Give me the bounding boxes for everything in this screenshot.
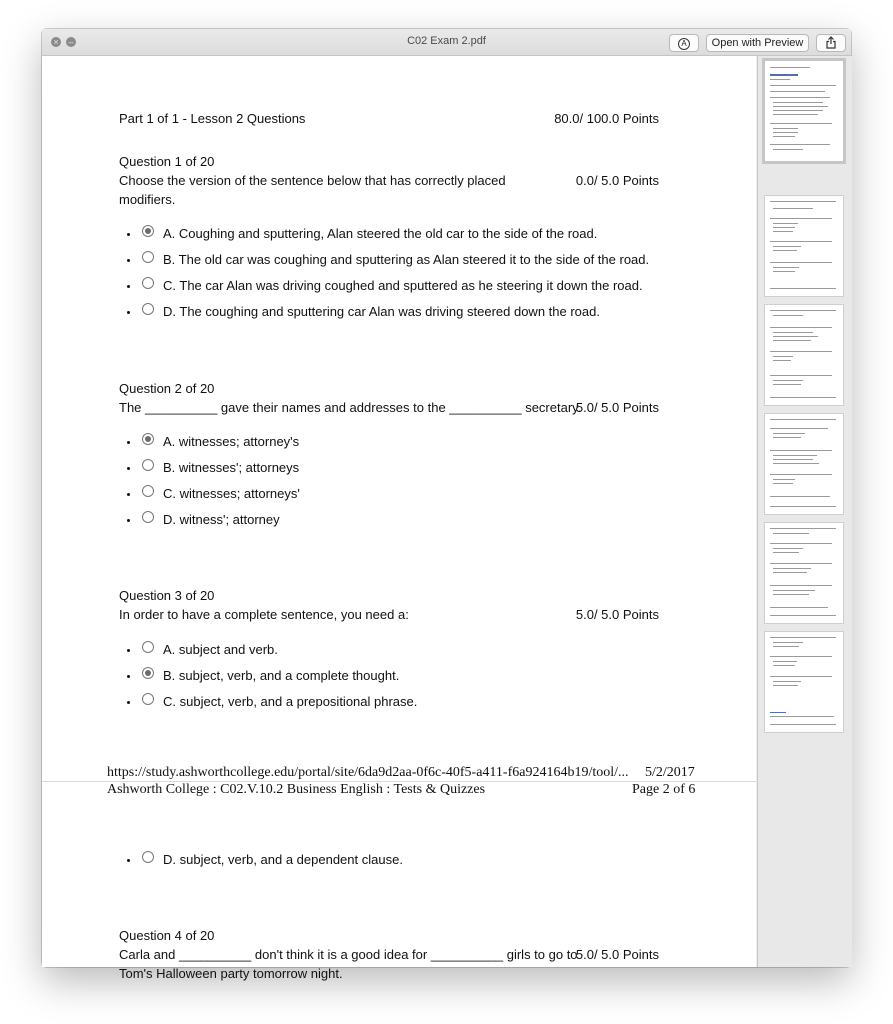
q1-option-d-label: D. The coughing and sputtering car Alan was driving steered down the road. [163,304,600,319]
document-view[interactable] [42,56,756,981]
q3-option-b-radio[interactable] [142,667,154,679]
part-header: Part 1 of 1 - Lesson 2 Questions [119,111,306,126]
markup-pen-icon: A [678,38,690,50]
q1-option-a-radio[interactable] [142,225,154,237]
q3-option-c-label: C. subject, verb, and a prepositional phrase. [163,694,418,709]
q1-option-c-radio[interactable] [142,277,154,289]
page-thumbnail-6[interactable] [764,631,844,733]
page-thumbnail-4[interactable] [764,413,844,515]
q3-option-a-label: A. subject and verb. [163,642,278,657]
bullet [127,701,130,704]
question-1-text-cont: modifiers. [119,192,176,207]
question-2-points: 5.0/ 5.0 Points [575,400,659,415]
bullet [127,493,130,496]
q2-option-d-radio[interactable] [142,511,154,523]
part-points: 80.0/ 100.0 Points [554,111,659,126]
question-1-points: 0.0/ 5.0 Points [575,173,659,188]
q3-option-a-radio[interactable] [142,641,154,653]
q2-option-a-label: A. witnesses; attorney's [163,434,300,449]
q2-option-b-radio[interactable] [142,459,154,471]
q2-option-d-label: D. witness'; attorney [163,512,280,527]
close-icon: × [53,37,59,47]
minimize-icon: – [68,37,74,47]
q3-option-d-label: D. subject, verb, and a dependent clause. [163,852,403,867]
bullet [127,285,130,288]
bullet [127,441,130,444]
markup-button[interactable] [669,34,699,52]
question-4-number: Question 4 of 20 [119,928,215,943]
question-1-text: Choose the version of the sentence below that has correctly placed [119,173,506,188]
q2-option-c-radio[interactable] [142,485,154,497]
question-3-number: Question 3 of 20 [119,588,215,603]
page-thumbnail-5[interactable] [764,522,844,624]
q1-option-b-label: B. The old car was coughing and sputtering as Alan steered it to the side of the road. [163,252,650,267]
q2-option-c-label: C. witnesses; attorneys' [163,486,300,501]
bullet [127,859,130,862]
question-3-text: In order to have a complete sentence, you need a: [119,607,409,622]
question-1-number: Question 1 of 20 [119,154,215,169]
page-thumbnail-1[interactable] [762,58,846,164]
bullet [127,467,130,470]
window-title: C02 Exam 2.pdf [407,35,486,47]
page-thumbnail-3[interactable] [764,304,844,406]
question-3-points: 5.0/ 5.0 Points [575,607,659,622]
page-header-number: Page 2 of 6 [632,782,696,797]
q1-option-d-radio[interactable] [142,303,154,315]
open-with-preview-button[interactable]: Open with Preview [706,34,809,52]
bullet [127,675,130,678]
page-thumbnail-2[interactable] [764,195,844,297]
q1-option-b-radio[interactable] [142,251,154,263]
question-4-text-cont: Tom's Halloween party tomorrow night. [119,966,343,981]
bullet [127,649,130,652]
bullet [127,311,130,314]
q1-option-a-label: A. Coughing and sputtering, Alan steered the old car to the side of the road. [163,226,598,241]
title-bar [42,29,851,56]
preview-window [42,29,851,981]
q2-option-b-label: B. witnesses'; attorneys [163,460,300,475]
q3-option-c-radio[interactable] [142,693,154,705]
bullet [127,233,130,236]
question-4-points: 5.0/ 5.0 Points [575,947,659,962]
question-4-text: Carla and __________ don't think it is a good idea for __________ girls to go to [119,947,578,962]
page-footer-date: 5/2/2017 [645,765,695,780]
question-2-text: The __________ gave their names and addresses to the __________ secretary. [119,400,582,415]
page-header-title: Ashworth College : C02.V.10.2 Business English : Tests & Quizzes [107,782,486,797]
q1-option-c-label: C. The car Alan was driving coughed and sputtered as he steering it down the road. [163,278,643,293]
bullet [127,519,130,522]
q3-option-b-label: B. subject, verb, and a complete thought. [163,668,400,683]
thumbnail-sidebar[interactable] [757,56,852,967]
question-2-number: Question 2 of 20 [119,381,215,396]
share-button[interactable] [816,34,846,52]
share-icon [825,36,837,49]
bullet [127,259,130,262]
page-footer-url: https://study.ashworthcollege.edu/portal/site/6da9d2aa-0f6c-40f5-a411-f6a924164b19/tool/... [107,765,629,780]
q3-option-d-radio[interactable] [142,851,154,863]
q2-option-a-radio[interactable] [142,433,154,445]
